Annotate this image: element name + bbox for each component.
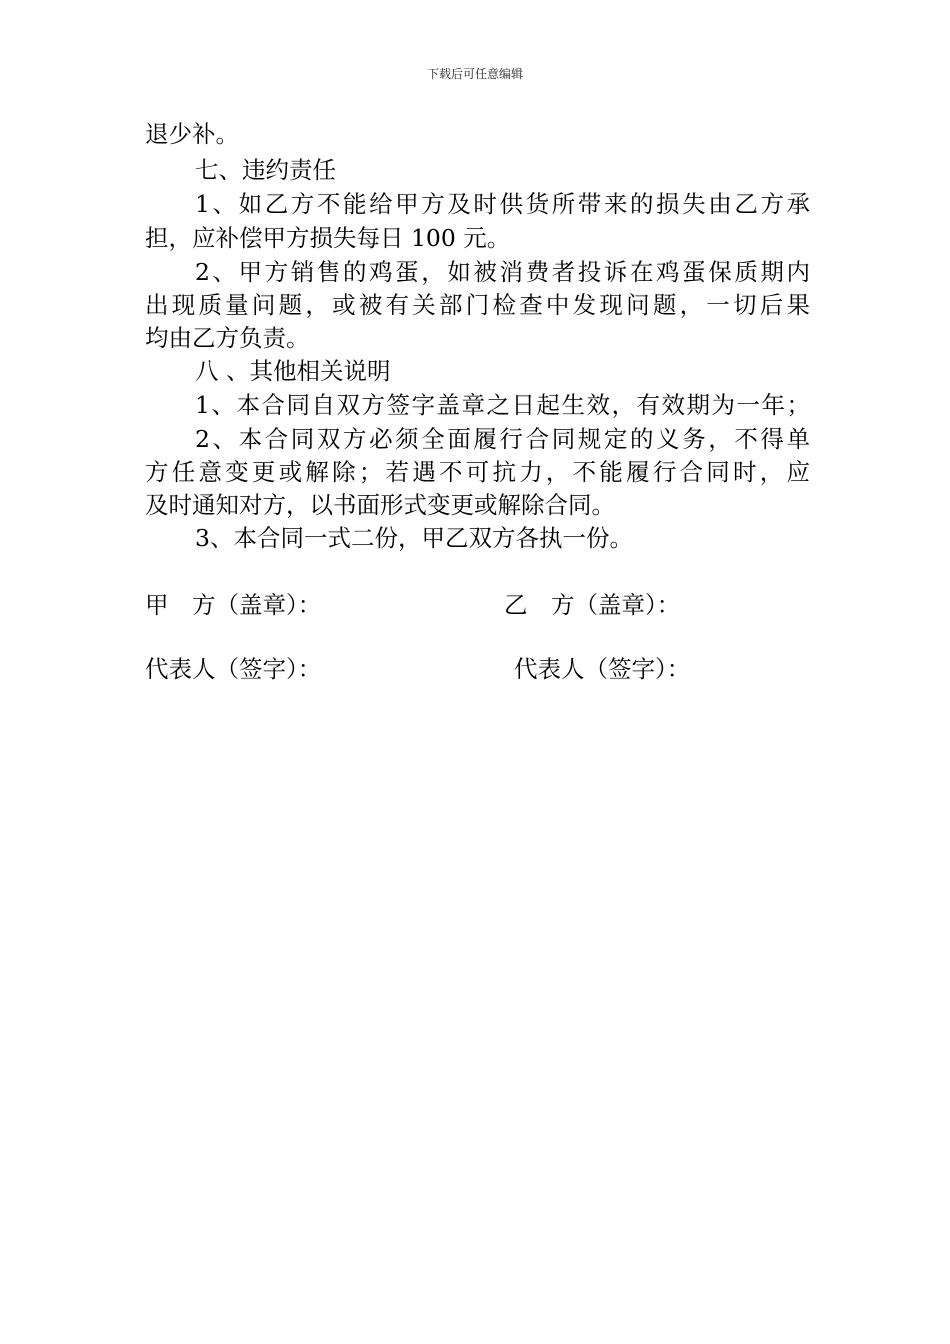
party-b-seal-label: 乙 方（盖章）： [504,591,681,619]
text-line-1: 退少补。 [145,120,239,148]
party-a-seal-label: 甲 方（盖章）： [145,591,322,619]
party-a-representative-label: 代表人（签字）： [145,655,322,683]
text-line-3: 1、如乙方不能给甲方及时供货所带来的损失由乙方承 [195,190,810,218]
text-line-6: 出现质量问题，或被有关部门检查中发现问题，一切后果 [145,291,810,319]
party-b-representative-label: 代表人（签字）： [514,655,691,683]
page-header: 下载后可任意编辑 [426,67,523,81]
text-line-5: 2、甲方销售的鸡蛋，如被消费者投诉在鸡蛋保质期内 [195,258,810,286]
text-line-11: 方任意变更或解除；若遇不可抗力，不能履行合同时，应 [145,458,810,486]
text-line-7: 均由乙方负责。 [145,324,310,352]
text-line-9: 1、本合同自双方签字盖章之日起生效，有效期为一年； [195,391,810,419]
text-line-10: 2、本合同双方必须全面履行合同规定的义务，不得单 [195,425,810,453]
section-heading-7: 七、违约责任 [195,156,336,184]
text-line-12: 及时通知对方，以书面形式变更或解除合同。 [145,491,615,519]
section-heading-8: 八 、其他相关说明 [195,357,391,385]
text-line-13: 3、本合同一式二份，甲乙双方各执一份。 [195,524,633,552]
text-line-4: 担，应补偿甲方损失每日 100 元。 [145,224,511,252]
